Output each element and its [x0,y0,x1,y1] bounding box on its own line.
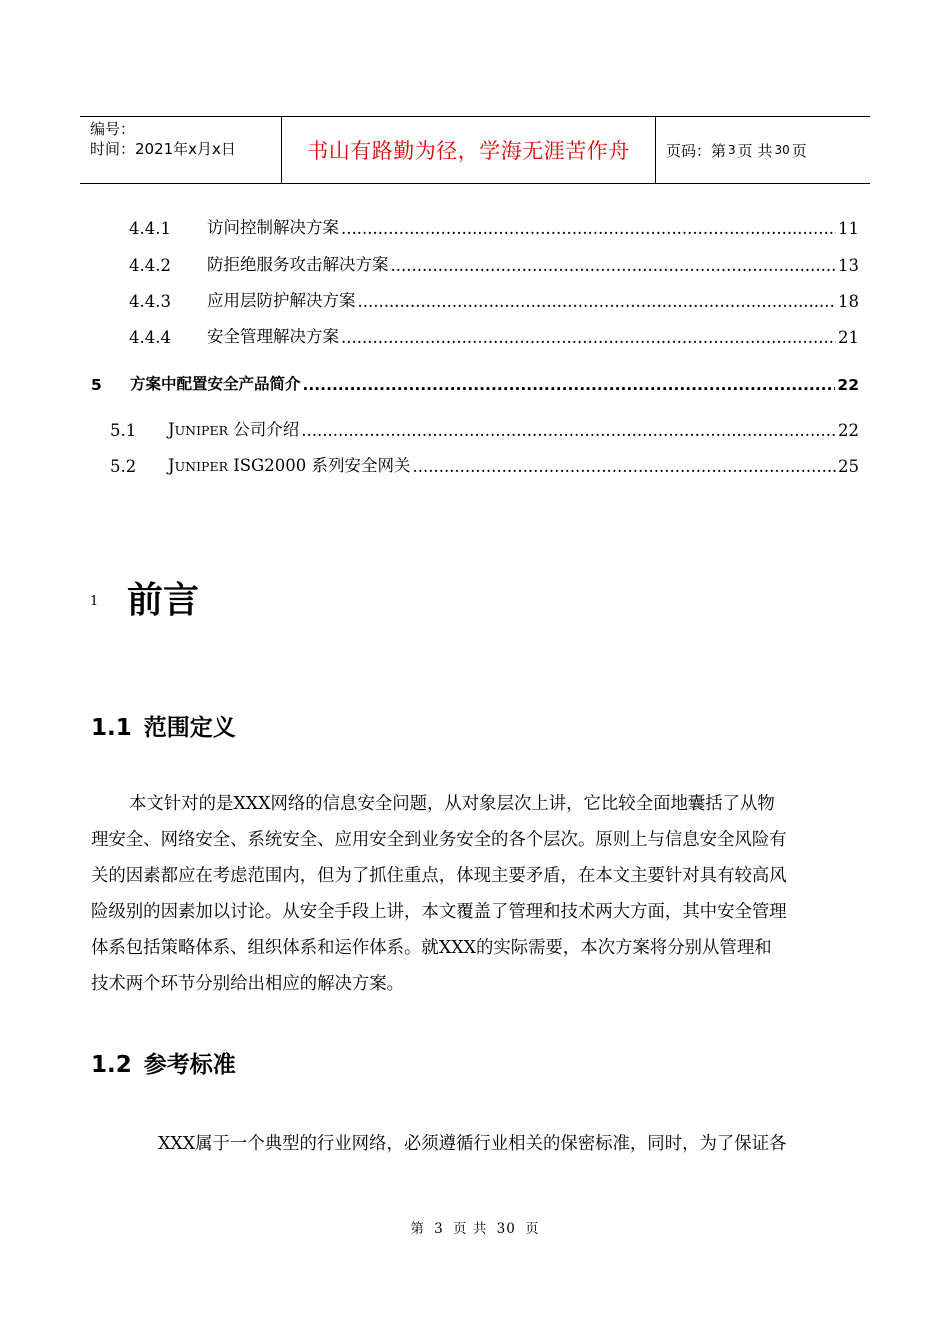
toc-page: 21 [838,328,859,347]
toc-entry-4-4-1[interactable] [129,214,859,238]
toc-page: 25 [838,457,859,476]
toc-title: 应用层防护解决方案 [207,291,356,310]
footer-mid: 页 共 [453,1221,488,1237]
header-motto: 书山有路勤为径，学海无涯苦作舟 [282,117,656,183]
page-header [80,116,870,184]
section-title: 范围定义 [143,715,236,741]
body-paragraph-scope [91,786,863,1002]
toc-entry-4-4-4[interactable] [129,323,859,347]
toc-title [168,416,299,440]
footer-page-number: 3 [434,1221,444,1237]
toc-page: 22 [837,376,859,394]
section-number: 1 [90,594,99,609]
toc-number: 4.4.3 [129,292,171,311]
toc-number: 4.4.4 [129,328,171,347]
header-page-prefix: 页码：第 [666,141,727,160]
toc-number: 5.1 [110,421,137,440]
toc-title-smallcaps: UNIPER [174,459,228,474]
header-page-total: 30 [774,143,790,157]
toc-leader [341,328,836,347]
toc-leader [412,457,836,476]
toc-number: 4.4.2 [129,256,171,275]
section-title: 参考标准 [143,1052,236,1078]
toc-title-initial: J [168,420,175,439]
toc-number: 4.4.1 [129,219,171,238]
header-page-number: 3 [728,143,736,157]
toc-leader [303,376,836,394]
page-footer [0,1217,950,1237]
paragraph-line: 险级别的因素加以讨论。从安全手段上讲，本文覆盖了管理和技术两大方面，其中安全管理 [91,902,787,922]
toc-entry-5-2[interactable] [110,452,859,476]
body-paragraph-standards: XXX属于一个典型的行业网络，必须遵循行业相关的保密标准，同时，为了保证各 [158,1134,787,1154]
toc-number: 5 [91,376,102,394]
paragraph-line: 本文针对的是XXX网络的信息安全问题，从对象层次上讲，它比较全面地囊括了从物 [129,794,775,814]
toc-page: 13 [838,256,859,275]
toc-entry-4-4-2[interactable] [129,251,859,275]
toc-title [168,452,410,476]
paragraph-line: 技术两个环节分别给出相应的解决方案。 [91,974,405,994]
footer-page-total: 30 [496,1221,516,1237]
section-number: 1.2 [91,1052,132,1078]
section-heading-1-1 [91,709,236,742]
document-code-label: 编号： [90,120,136,138]
toc-page: 22 [838,421,859,440]
toc-title-smallcaps: UNIPER [174,423,228,438]
toc-page: 11 [838,219,859,238]
toc-leader [301,421,836,440]
toc-title: 防拒绝服务攻击解决方案 [207,255,389,274]
toc-title-initial: J [168,456,175,475]
footer-suffix: 页 [525,1221,540,1237]
toc-number: 5.2 [110,457,137,476]
toc-title-rest: ISG2000 系列安全网关 [227,456,411,475]
header-meta [80,117,282,183]
footer-prefix: 第 [410,1221,425,1237]
toc-title-rest: 公司介绍 [227,420,300,439]
header-page-info [656,117,870,183]
section-heading-1-2 [91,1046,236,1079]
toc-page: 18 [838,292,859,311]
toc-entry-5[interactable] [91,370,859,394]
toc-title: 访问控制解决方案 [207,218,339,237]
paragraph-line: 关的因素都应在考虑范围内，但为了抓住重点，体现主要矛盾，在本文主要针对具有较高风 [91,866,787,886]
document-date: 时间：2021年x月x日 [90,140,236,158]
toc-title: 安全管理解决方案 [207,327,339,346]
toc-entry-4-4-3[interactable] [129,287,859,311]
paragraph-line: 理安全、网络安全、系统安全、应用安全到业务安全的各个层次。原则上与信息安全风险有 [91,830,787,850]
header-page-suffix: 页 [791,141,807,160]
toc-leader [358,292,837,311]
paragraph-line: 体系包括策略体系、组织体系和运作体系。就XXX的实际需要，本次方案将分别从管理和 [91,938,772,958]
header-page-mid: 页 共 [737,141,773,160]
toc-leader [341,219,836,238]
toc-title: 方案中配置安全产品简介 [130,375,301,393]
toc-leader [391,256,837,275]
section-number: 1.1 [91,715,132,741]
section-title: 前言 [127,580,200,621]
toc-entry-5-1[interactable] [110,416,859,440]
